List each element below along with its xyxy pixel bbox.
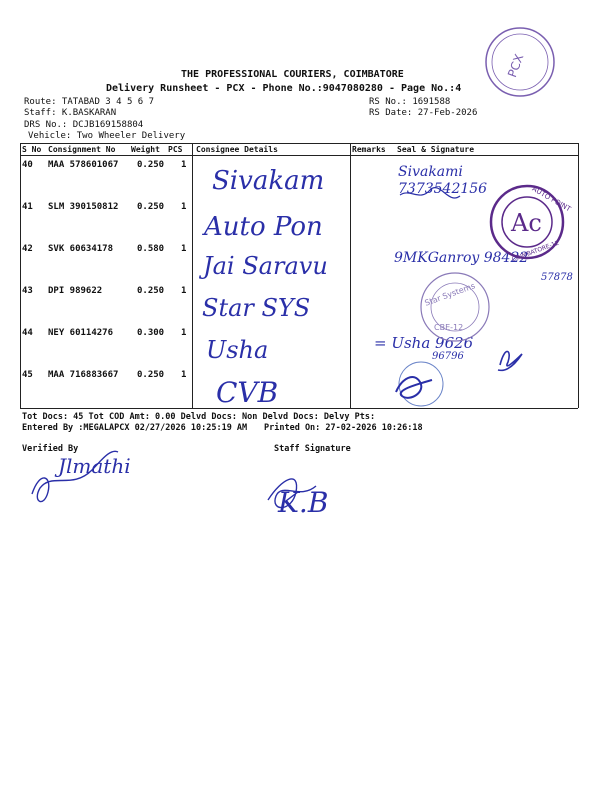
receiver-phone: 7373542156 (398, 181, 488, 197)
consignee-handwriting: Jai Saravu (203, 252, 328, 280)
header-pcs: PCS (168, 145, 183, 154)
header-consignee: Consignee Details (196, 145, 278, 154)
row-sno: 40 (22, 160, 33, 170)
consignee-handwriting: CVB (216, 376, 279, 409)
rs-number: RS No.: 1691588 (369, 97, 451, 107)
row-weight: 0.250 (137, 160, 165, 170)
pcx-stamp (486, 28, 554, 96)
entered-by: Entered By :MEGALAPCX 02/27/2026 10:25:19 AM (22, 423, 248, 433)
receiver-phone: 96796 (432, 351, 464, 362)
runsheet-subtitle: Delivery Runsheet - PCX - Phone No.:9047080280 - Page No.:4 (106, 83, 462, 94)
staff-signature-label: Staff Signature (274, 444, 351, 454)
row-consignment: SVK 60634178 (48, 244, 114, 254)
header-sno: S No (22, 145, 42, 154)
consignee-handwriting: Auto Pon (204, 212, 323, 242)
header-seal: Seal & Signature (397, 145, 475, 154)
row-consignment: NEY 60114276 (48, 328, 114, 338)
consignee-handwriting: Star SYS (202, 294, 311, 322)
row-44-signature-scribble (498, 351, 522, 370)
header-consignment: Consignment No (48, 145, 116, 154)
printed-on: Printed On: 27-02-2026 10:26:18 (264, 423, 423, 433)
row-consignment: DPI 989622 (48, 286, 103, 296)
consignee-handwriting: Sivakam (212, 166, 325, 196)
vehicle-text: Vehicle: Two Wheeler Delivery (28, 131, 186, 141)
row-41-signature-scribble (400, 188, 460, 198)
company-title: THE PROFESSIONAL COURIERS, COIMBATORE (181, 69, 404, 80)
row-weight: 0.250 (137, 370, 165, 380)
row-pcs: 1 (181, 244, 187, 254)
row-pcs: 1 (181, 202, 187, 212)
staff-text: Staff: K.BASKARAN (24, 108, 117, 118)
verified-signature: Jlmathi (58, 454, 131, 478)
row-consignment: MAA 578601067 (48, 160, 119, 170)
header-remarks: Remarks (352, 145, 386, 154)
receiver-phone: 57878 (541, 272, 573, 283)
auto-point-stamp (491, 185, 573, 263)
row-pcs: 1 (181, 160, 187, 170)
auto-point-stamp-city: COIMBATORE-12 (510, 239, 561, 264)
row-weight: 0.300 (137, 328, 165, 338)
consignee-handwriting: Usha (206, 336, 269, 364)
row-weight: 0.580 (137, 244, 165, 254)
auto-point-stamp-text: AUTO POINT (530, 184, 573, 214)
row-weight: 0.250 (137, 286, 165, 296)
star-systems-stamp-city: CBE-12 (434, 323, 464, 332)
row-consignment: MAA 716883667 (48, 370, 119, 380)
star-systems-stamp (421, 273, 489, 341)
row-sno: 42 (22, 244, 33, 254)
row-pcs: 1 (181, 328, 187, 338)
row-sno: 43 (22, 286, 33, 296)
staff-signature: K.B (278, 486, 329, 519)
route-text: Route: TATABAD 3 4 5 6 7 (24, 97, 155, 107)
row-sno: 44 (22, 328, 33, 338)
pcx-stamp-text: PCX (505, 52, 527, 80)
star-systems-stamp-text: Star Systems (423, 281, 477, 308)
rs-date: RS Date: 27-Feb-2026 (369, 108, 478, 118)
blue-round-stamp (396, 362, 443, 406)
header-weight: Weight (131, 145, 160, 154)
row-pcs: 1 (181, 286, 187, 296)
row-weight: 0.250 (137, 202, 165, 212)
row-consignment: SLM 390150812 (48, 202, 119, 212)
verified-by-label: Verified By (22, 444, 79, 454)
svg-text:Ac: Ac (511, 209, 542, 237)
receiver-signature: = Usha 9626 (374, 334, 474, 352)
totals-line: Tot Docs: 45 Tot COD Amt: 0.00 Delvd Docs: Non Delvd Docs: Delvy Pts: (22, 412, 376, 422)
row-pcs: 1 (181, 370, 187, 380)
row-sno: 41 (22, 202, 33, 212)
receiver-signature: Sivakami (398, 164, 463, 180)
drs-number: DRS No.: DCJB169158804 (24, 120, 144, 130)
row-sno: 45 (22, 370, 33, 380)
receiver-signature: 9MKGanroy 98422 (394, 250, 529, 266)
